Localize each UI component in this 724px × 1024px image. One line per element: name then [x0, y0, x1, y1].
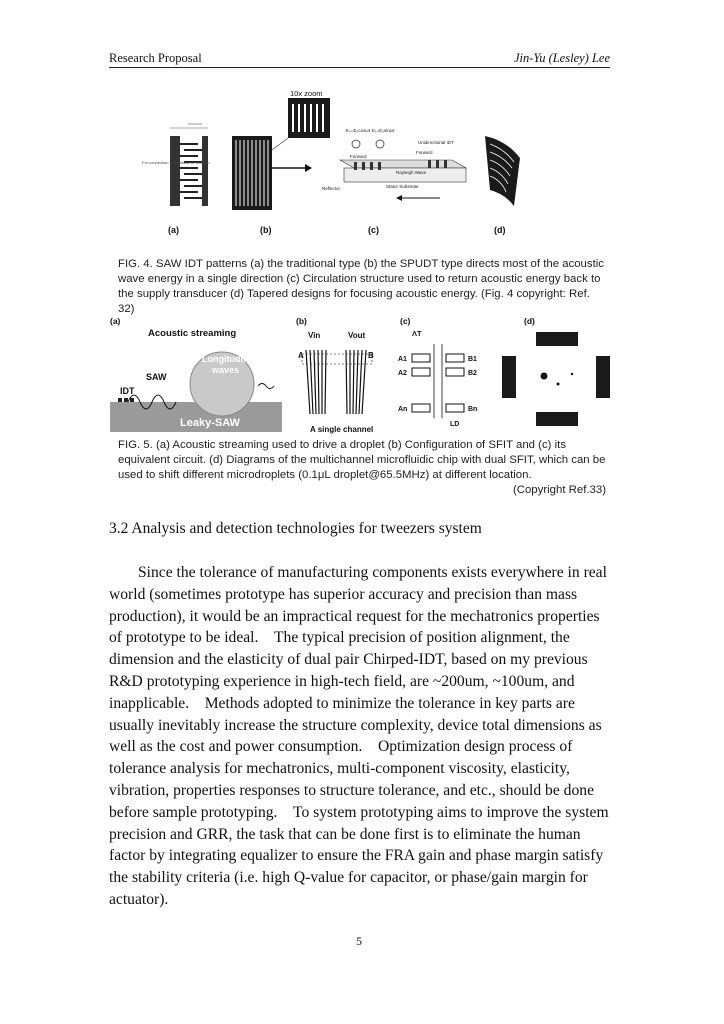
- fig4-panel-c-circulation: [322, 128, 466, 201]
- fig5-lambda-t: ΛT: [412, 329, 422, 338]
- figure-5-copyright: (Copyright Ref.33): [512, 484, 606, 496]
- fig4-forward-1: Forward: [350, 154, 367, 159]
- fig5-single-channel: A single channel: [310, 425, 374, 434]
- fig5-acoustic-streaming: Acoustic streaming: [148, 328, 237, 339]
- fig5-ld: LD: [450, 421, 460, 428]
- fig5-waves: waves: [212, 365, 240, 375]
- fig5-longitudinal: Longitudinal: [202, 354, 256, 364]
- page-header: [109, 51, 610, 68]
- fig4-label-a: (a): [168, 225, 179, 235]
- fig5-b1: B1: [468, 356, 477, 363]
- body-text: [109, 562, 615, 911]
- fig5-vin: Vin: [308, 331, 321, 340]
- figure-4-caption: FIG. 4. SAW IDT patterns (a) the traditional type (b) the SPUDT type directs most of the acoustic wave energy in a single direction (c) Circulation structure used to return acoustic energy back to the supply transducer (d) Tapered designs for focusing acoustic energy. (Fig. 4 copyright: Ref. 32): [118, 258, 604, 315]
- figure-5: [110, 314, 610, 436]
- body-paragraph: Since the tolerance of manufacturing components exists everywhere in real world (sometimes prototype has superior accuracy and precision than mass production), it would be an impractical request for the mechatronics properties of prototype to be ideal. The typical precision of position alignment, the dimension and the elasticity of dual pair Chirped-IDT, based on my previous R&D prototyping experience in high-tech field, are ~200um, ~100um, and inapplicable. Methods adopted to minimize the tolerance in key parts are usually inevitably increase the structure complexity, device total dimensions as well as the cost and power consumption. Optimization design process of tolerance analysis for mechatronics, multi-component viscosity, elasticity, vibration, properties responses to structure tolerance, and etc., should be done before sample prototyping. To system prototyping aims to improve the system precision and GRR, the task that can be done first is to eliminate the human factor by integrating equalizer to ensure the FRA gain and phase margin satisfy the stability criteria (i.e. high Q-value for capacitor, or phase/gain margin for actuator).: [109, 564, 609, 908]
- section-title: 3.2 Analysis and detection technologies for tweezers system: [109, 520, 482, 537]
- fig4-reflector: Reflector: [322, 186, 341, 191]
- figure-5-caption-text: FIG. 5. (a) Acoustic streaming used to drive a droplet (b) Configuration of SFIT and (c) its equivalent circuit. (d) Diagrams of the multichannel microfluidic chip with dual SFIT, which can be used to shift different microdroplets (0.1μL droplet@65.5MHz) at different location.: [118, 439, 606, 481]
- fig5-saw: SAW: [146, 372, 167, 382]
- fig5-bn: Bn: [468, 406, 478, 413]
- fig4-e1: E₁=E₀sinωt: [372, 128, 395, 133]
- fig5-panel-d-multichannel: [502, 332, 610, 426]
- fig4-rayleigh: Rayleigh Wave: [396, 170, 427, 175]
- fig4-stator: Stator Substrate: [386, 184, 419, 189]
- fig4-connection-note: For connection to oscillator or receiver: [142, 160, 210, 165]
- fig4-panel-b-spudt: [232, 89, 330, 210]
- fig4-zoom-label: 10x zoom: [290, 89, 323, 98]
- fig4-label-b: (b): [260, 225, 272, 235]
- fig5-vout: Vout: [348, 331, 366, 340]
- fig5-panel-a-streaming: [110, 328, 282, 432]
- fig5-panel-c-circuit: [398, 329, 477, 428]
- fig5-b2: B2: [468, 370, 477, 377]
- header-right: Jin-Yu (Lesley) Lee: [513, 51, 610, 65]
- fig5-b: B: [368, 351, 374, 360]
- fig5-a1: A1: [398, 356, 407, 363]
- fig5-a2: A2: [398, 370, 407, 377]
- fig5-label-d: (d): [524, 316, 535, 326]
- fig4-unidirectional: Unidirectional IDT: [418, 140, 454, 145]
- fig5-label-b: (b): [296, 316, 307, 326]
- header-left: Research Proposal: [109, 51, 202, 65]
- fig4-forward-2: Forward: [416, 150, 433, 155]
- fig5-panel-b-sfit: [298, 331, 374, 434]
- fig5-a: A: [298, 351, 304, 360]
- page-number: 5: [356, 934, 362, 948]
- fig5-leaky-saw: Leaky-SAW: [180, 417, 240, 429]
- fig5-an: An: [398, 406, 408, 413]
- figure-4: [140, 88, 530, 236]
- fig4-panel-d-tapered: [485, 136, 520, 206]
- fig5-idt: IDT: [120, 386, 135, 396]
- figure-5-caption: [118, 438, 606, 498]
- fig4-label-d: (d): [494, 225, 506, 235]
- fig5-label-c: (c): [400, 316, 411, 326]
- fig4-label-c: (c): [368, 225, 379, 235]
- fig4-e0: E₀=E₀cosωt: [346, 128, 371, 133]
- fig5-label-a: (a): [110, 316, 121, 326]
- fig4-panel-a-idt: [142, 124, 210, 206]
